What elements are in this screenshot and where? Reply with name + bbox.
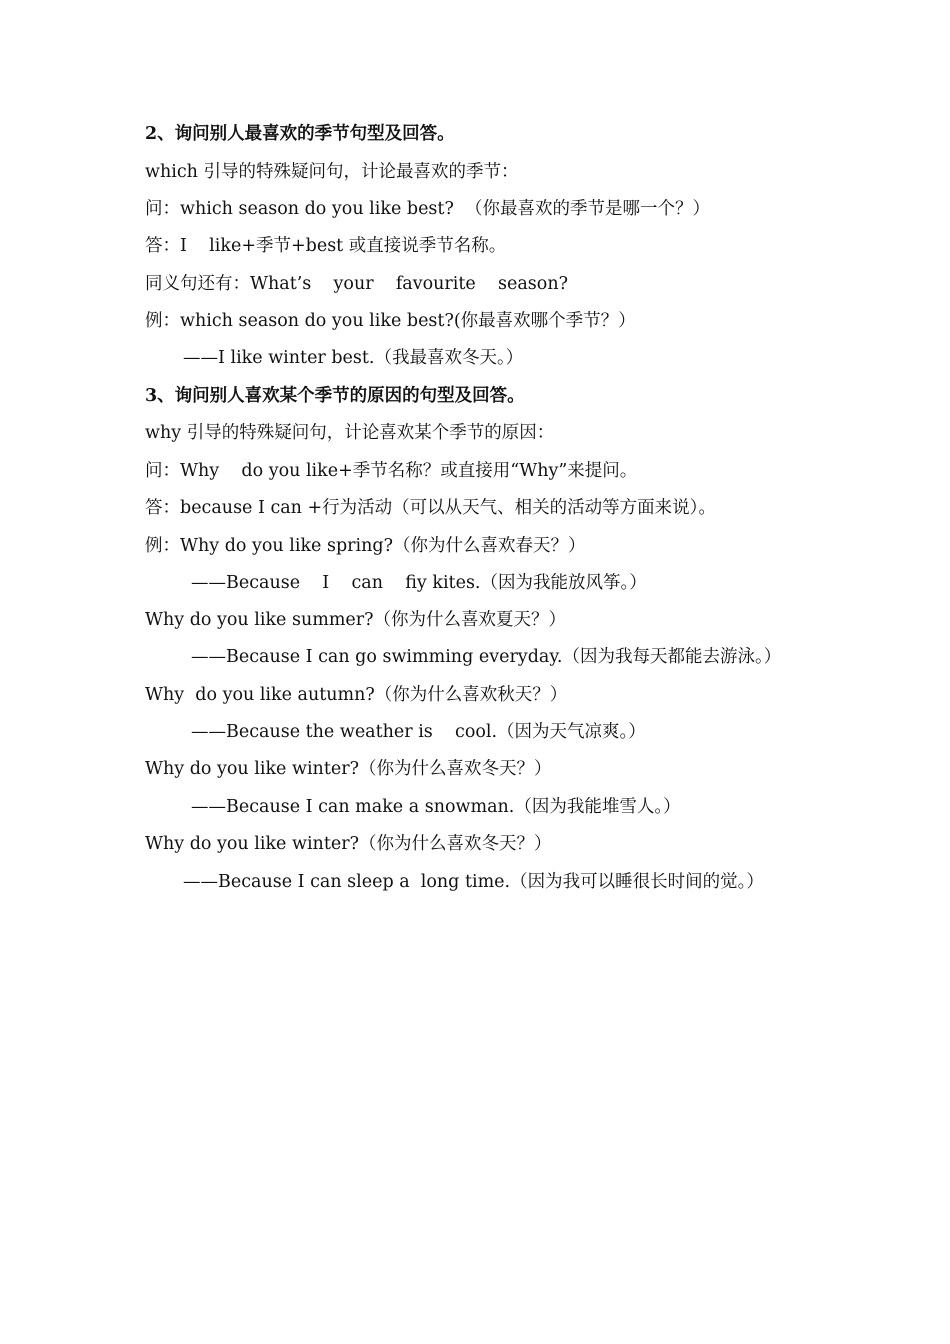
text-line: which 引导的特殊疑问句，计论最喜欢的季节： [145,162,519,182]
text-line: 答：because I can +行为活动（可以从天气、相关的活动等方面来说）。 [145,498,716,518]
text-line: 例：which season do you like best?(你最喜欢哪个季节？） [145,311,636,331]
text-line: Why do you like summer?（你为什么喜欢夏天？） [145,610,567,630]
answer-line: ——I like winter best.（我最喜欢冬天。） [183,348,524,368]
text-line: why 引导的特殊疑问句，计论喜欢某个季节的原因： [145,423,555,443]
text-line: 问：Why do you like+季节名称？或直接用“Why”来提问。 [145,461,638,481]
answer-line: ——Because the weather is cool.（因为天气凉爽。） [191,722,646,742]
section-heading-3: 3、询问别人喜欢某个季节的原因的句型及回答。 [145,386,525,406]
text-line: 答：I like+季节+best 或直接说季节名称。 [145,236,507,256]
text-line: 问：which season do you like best? （你最喜欢的季节是哪一个？） [145,199,710,219]
section-heading-2: 2、询问别人最喜欢的季节句型及回答。 [145,124,455,144]
text-line: Why do you like winter?（你为什么喜欢冬天？） [145,834,552,854]
answer-line: ——Because I can make a snowman.（因为我能堆雪人。） [191,797,681,817]
text-line: 例：Why do you like spring?（你为什么喜欢春天？） [145,536,586,556]
answer-line: ——Because I can go swimming everyday.（因为我每天都能去游泳。） [191,647,782,667]
answer-line: ——Because I can fiy kites.（因为我能放风筝。） [191,573,647,593]
text-line: Why do you like autumn?（你为什么喜欢秋天？） [145,685,568,705]
text-line: 同义句还有：What’s your favourite season? [145,274,568,294]
text-line: Why do you like winter?（你为什么喜欢冬天？） [145,759,552,779]
answer-line: ——Because I can sleep a long time.（因为我可以睡很长时间的觉。） [183,872,764,892]
